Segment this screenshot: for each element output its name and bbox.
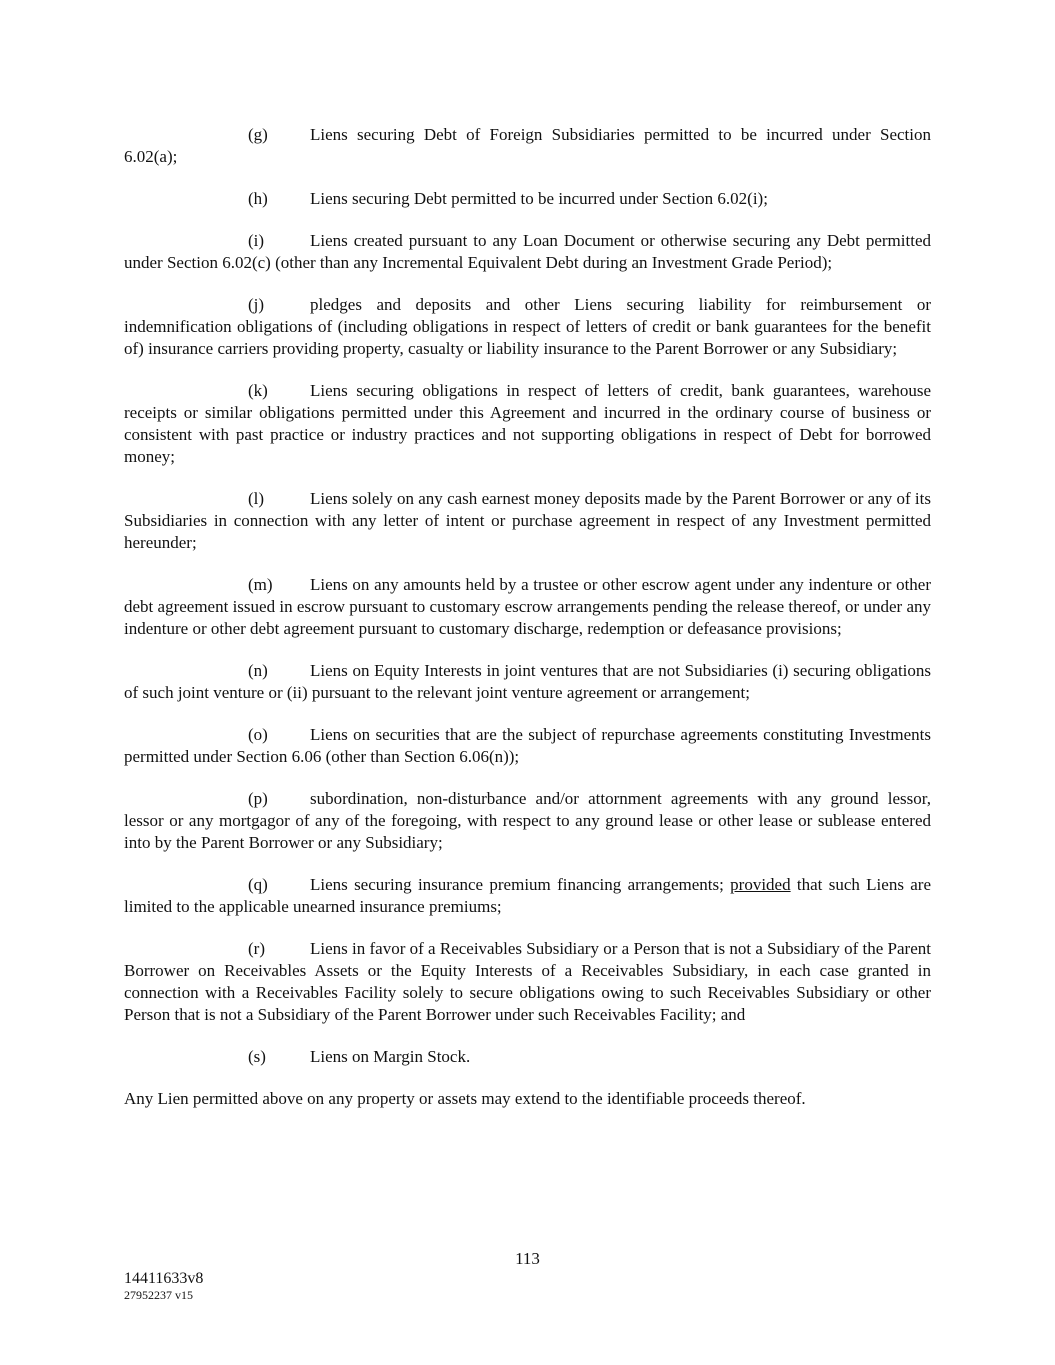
clause-marker: (r) [248,939,265,958]
provided-term: provided [730,875,791,894]
clause-marker: (l) [248,489,265,508]
clause-g [124,124,931,168]
clause-marker: (o) [248,725,268,744]
clause-text: pledges and deposits and other Liens securing liability for reimbursement or indemnification obligations of (including obligations in respect of letters of credit or bank guarantees for the benefit of) insurance carriers providing property, casualty or liability insurance to the Parent Borrower or any Subsidiary; [124,295,931,358]
clause-marker: (q) [248,875,268,894]
clause-o [124,724,931,768]
clause-text: Liens created pursuant to any Loan Document or otherwise securing any Debt permitted under Section 6.02(c) (other than any Incremental Equivalent Debt during an Investment Grade Period); [124,231,931,272]
clause-text: Liens in favor of a Receivables Subsidiary or a Person that is not a Subsidiary of the Parent Borrower on Receivables Assets or the Equity Interests of a Receivables Subsidiary, in each case granted in connection with a Receivables Facility solely to secure obligations owing to such Receivables Subsidiary or other Person that is not a Subsidiary of the Parent Borrower under such Receivables Facility; and [124,939,931,1024]
document-id-secondary: 27952237 v15 [124,1288,193,1302]
clause-q [124,874,931,918]
clause-n [124,660,931,704]
closing-paragraph: Any Lien permitted above on any property or assets may extend to the identifiable proceeds thereof. [124,1089,806,1108]
clause-text: Liens on Margin Stock. [310,1047,471,1066]
clause-text: Liens solely on any cash earnest money deposits made by the Parent Borrower or any of its Subsidiaries in connection with any letter of intent or purchase agreement in respect of any Investment permitted hereunder; [124,489,931,552]
clause-m [124,574,931,640]
clause-marker: (j) [248,295,265,314]
clause-text: Liens securing Debt of Foreign Subsidiaries permitted to be incurred under Section 6.02(a); [124,125,931,166]
clause-marker: (s) [248,1047,266,1066]
clause-marker: (k) [248,381,268,400]
clause-text: subordination, non-disturbance and/or attornment agreements with any ground lessor, lessor or any mortgagor of any of the foregoing, with respect to any ground lease or other lease or sublease entered into by the Parent Borrower or any Subsidiary; [124,789,931,852]
document-id-primary: 14411633v8 [124,1270,204,1287]
clause-i [124,230,931,274]
clause-k [124,380,931,468]
clause-text: Liens on any amounts held by a trustee or other escrow agent under any indenture or other debt agreement issued in escrow pursuant to customary escrow arrangements pending the release thereof, or under any indenture or other debt agreement pursuant to customary discharge, redemption or defeasance provisions; [124,575,931,638]
clause-marker: (m) [248,575,273,594]
clause-text: Liens securing Debt permitted to be incurred under Section 6.02(i); [310,189,768,208]
document-body [124,124,931,1110]
clause-h [124,188,931,210]
clause-marker: (g) [248,125,268,144]
clause-text: Liens on Equity Interests in joint ventures that are not Subsidiaries (i) securing obligations of such joint venture or (ii) pursuant to the relevant joint venture agreement or arrangement; [124,661,931,702]
clause-text: Liens on securities that are the subject of repurchase agreements constituting Investments permitted under Section 6.06 (other than Section 6.06(n)); [124,725,931,766]
clause-r [124,938,931,1026]
clause-marker: (p) [248,789,268,808]
clause-text: Liens securing obligations in respect of letters of credit, bank guarantees, warehouse receipts or similar obligations permitted under this Agreement and incurred in the ordinary course of business or consistent with past practice or industry practices and not supporting obligations in respect of Debt for borrowed money; [124,381,931,466]
page-number: 113 [515,1249,540,1268]
clause-text: Liens securing insurance premium financing arrangements; [310,875,731,894]
clause-p [124,788,931,854]
clause-marker: (i) [248,231,265,250]
clause-marker: (h) [248,189,268,208]
clause-j [124,294,931,360]
clause-text: that such Liens are limited to the applicable unearned insurance premiums; [124,875,931,916]
clause-l [124,488,931,554]
clause-marker: (n) [248,661,268,680]
clause-s [124,1046,931,1068]
